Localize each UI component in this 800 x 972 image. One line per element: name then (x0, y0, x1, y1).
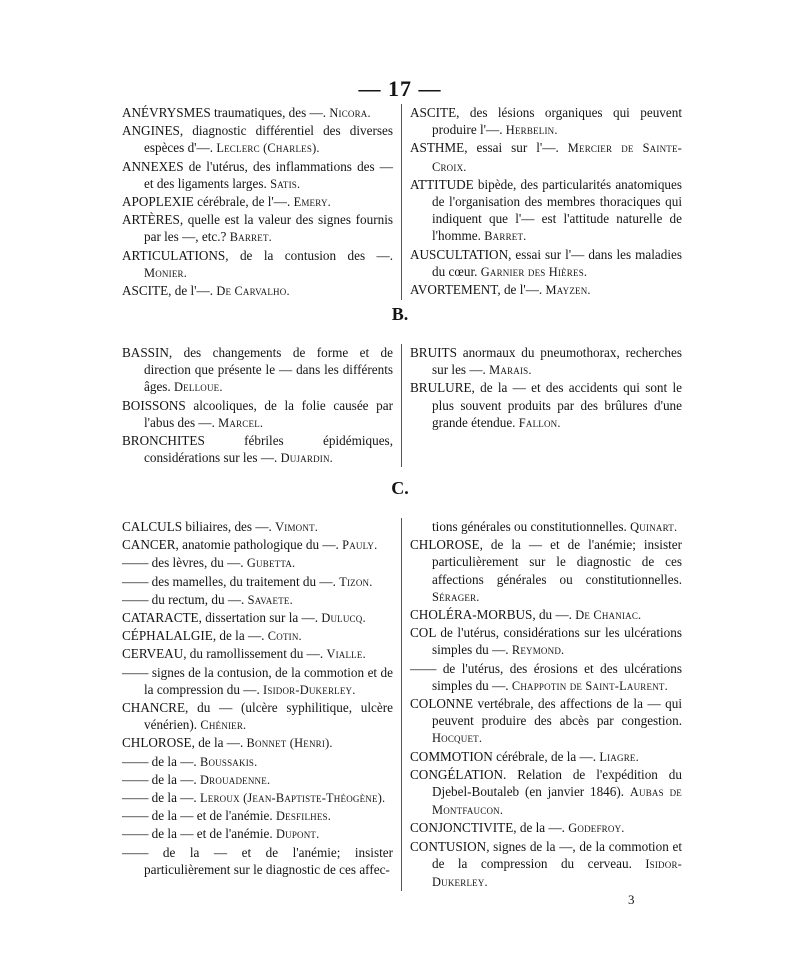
section-letter-b: B. (391, 304, 409, 324)
right-column (402, 518, 682, 891)
index-entry (122, 627, 393, 645)
entry-author: Aubas de Montfaucon. (432, 785, 683, 818)
entry-author: Chappotin de Saint-Laurent. (511, 678, 668, 693)
entry-author: Garnier des Hières. (480, 264, 588, 279)
index-entry (122, 807, 393, 825)
section-b (122, 344, 682, 467)
entry-author: Mercier de Sainte-Croix. (432, 141, 682, 174)
entry-author: Reymond. (511, 643, 565, 658)
index-entry (122, 193, 393, 211)
entry-text: —— des lèvres, du —. (122, 555, 244, 571)
index-entry (122, 609, 393, 627)
entry-author: Marais. (489, 363, 532, 378)
entry-text: ATTITUDE bipède, des particularités anatomiques de l'organisation des membres thoraciques qui indiquent que l'— est l'attitude naturelle de l'homme. (410, 176, 682, 244)
index-entry (410, 379, 682, 432)
index-entry (410, 281, 682, 299)
entry-author: Emery. (293, 195, 331, 210)
entry-text: —— de l'utérus, des érosions et des ulcérations simples du —. (410, 660, 682, 693)
index-entry (122, 753, 393, 771)
index-entry (122, 699, 393, 734)
entry-author: Nicora. (329, 106, 371, 120)
entry-author: Herbelin. (505, 123, 558, 138)
entry-author: Leroux (Jean-Baptiste-Théogène). (200, 791, 386, 806)
entry-text: tions générales ou constitutionnelles. (432, 519, 627, 534)
entry-text: AVORTEMENT, de l'—. (410, 282, 543, 298)
entry-text: CHLOROSE, de la — et de l'anémie; insister particulièrement sur le diagnostic de ces affections générales ou constitutionnelles. (410, 537, 682, 587)
index-entry (122, 825, 393, 843)
entry-text: BOISSONS alcooliques, de la folie causée par l'abus des —. (122, 397, 393, 430)
index-entry (410, 748, 682, 766)
entry-author: Gubetta. (246, 556, 296, 571)
entry-text: BRULURE, de la — et des accidents qui sont le plus souvent produits par des brûlures d'une grande étendue. (410, 380, 682, 430)
entry-author: Sérager. (432, 589, 480, 604)
entry-author: Drouadenne. (200, 772, 271, 787)
entry-author: Hocquet. (432, 731, 483, 746)
entry-text: CANCER, anatomie pathologique du —. (122, 537, 339, 553)
entry-text: —— de la —. (122, 790, 197, 806)
index-entry (410, 819, 682, 837)
entry-author: Chénier. (200, 718, 247, 733)
index-entry (410, 518, 682, 536)
index-entry (410, 246, 682, 281)
entry-author: Monier. (144, 265, 188, 280)
entry-text: AUSCULTATION, essai sur l'— dans les maladies du cœur. (410, 246, 682, 279)
section-letter-c: C. (391, 478, 409, 498)
entry-text: CALCULS biliaires, des —. (122, 519, 272, 534)
entry-text: CONGÉLATION. Relation de l'expédition du Djebel-Boutaleb (en janvier 1846). (410, 766, 682, 800)
section-c (122, 518, 682, 891)
index-entry (122, 844, 393, 878)
entry-text: COMMOTION cérébrale, de la —. (410, 748, 597, 764)
entry-text: CONJONCTIVITE, de la —. (410, 820, 565, 836)
index-entry (122, 645, 393, 663)
entry-text: COLONNE vertébrale, des affections de la — qui peuvent produire des abcès par congestion. (410, 696, 682, 729)
left-column (122, 344, 402, 467)
entry-author: Barret. (484, 229, 527, 244)
entry-author: Dupont. (275, 827, 320, 842)
index-entry (122, 789, 393, 807)
index-entry (122, 344, 393, 397)
entry-author: Satis. (270, 176, 301, 191)
index-entry (410, 344, 682, 379)
right-column (402, 104, 682, 300)
index-entry (410, 838, 682, 892)
index-entry (122, 104, 393, 122)
entry-author: Dujardin. (280, 451, 333, 466)
entry-text: ANGINES, diagnostic différentiel des diverses espèces d'—. (122, 123, 393, 156)
left-column (122, 518, 402, 891)
folio-number: 3 (628, 892, 635, 907)
index-entry (122, 734, 393, 752)
index-entry (122, 518, 393, 536)
section-a (122, 104, 682, 300)
index-entry (122, 282, 393, 300)
entry-author: De Chaniac. (575, 608, 642, 623)
entry-author: Desfilhes. (275, 809, 332, 824)
entry-author: Fallon. (518, 415, 561, 430)
entry-author: Boussakis. (200, 754, 258, 769)
entry-author: Quinart. (630, 520, 678, 534)
entry-text: CHOLÉRA-MORBUS, du —. (410, 607, 572, 623)
entry-text: CONTUSION, signes de la —, de la commotion et de la compression du cerveau. (410, 838, 682, 871)
index-entry (122, 122, 393, 157)
entry-author: Vimont. (275, 520, 319, 534)
entry-text: CHLOROSE, de la —. (122, 735, 244, 751)
entry-author: Tizon. (339, 574, 373, 589)
entry-text: BRONCHITES fébriles épidémiques, considérations sur les —. (122, 433, 393, 466)
entry-text: ANÉVRYSMES traumatiques, des —. (122, 105, 327, 120)
entry-text: ASCITE, des lésions organiques qui peuvent produire l'—. (410, 105, 682, 138)
entry-text: APOPLEXIE cérébrale, de l'—. (122, 194, 291, 210)
entry-text: —— de la — et de l'anémie. (122, 826, 273, 842)
entry-author: Godefroy. (568, 821, 625, 836)
entry-text: COL de l'utérus, considérations sur les ulcérations simples du —. (410, 625, 682, 658)
index-entry (122, 158, 393, 193)
index-entry (410, 695, 682, 748)
entry-author: Dulucq. (321, 611, 366, 626)
entry-text: —— du rectum, du —. (122, 591, 245, 607)
entry-text: —— de la — et de l'anémie; insister particulièrement sur le diagnostic de ces affec- (122, 844, 393, 877)
entry-text: CHANCRE, du — (ulcère syphilitique, ulcère vénérien). (122, 700, 393, 733)
entry-author: Marcel. (218, 415, 264, 430)
entry-author: Vialle. (326, 647, 366, 662)
index-entry (410, 624, 682, 659)
entry-text: —— des mamelles, du traitement du —. (122, 573, 336, 589)
entry-author: De Carvalho. (216, 284, 290, 299)
index-entry (122, 771, 393, 789)
entry-text: —— de la —. (122, 771, 197, 787)
entry-author: Mayzen. (545, 283, 591, 298)
entry-author: Pauly. (342, 538, 378, 553)
index-entry (122, 591, 393, 609)
index-entry (410, 536, 682, 606)
entry-text: CATARACTE, dissertation sur la —. (122, 610, 319, 626)
entry-author: Liagre. (599, 749, 639, 764)
index-entry (410, 766, 682, 820)
index-entry (410, 139, 682, 175)
index-entry (122, 247, 393, 282)
entry-author: Bonnet (Henri). (246, 736, 333, 751)
index-entry (122, 664, 393, 699)
index-entry (122, 573, 393, 591)
entry-author: Isidor-Dukerley. (432, 856, 682, 890)
entry-author: Barret. (229, 230, 272, 245)
index-entry (410, 606, 682, 624)
entry-author: Savaete. (247, 592, 293, 607)
entry-text: CÉPHALALGIE, de la —. (122, 628, 265, 644)
left-column (122, 104, 402, 300)
entry-text: ARTICULATIONS, de la contusion des —. (122, 247, 393, 263)
index-entry (410, 176, 682, 246)
entry-text: —— de la — et de l'anémie. (122, 808, 273, 824)
entry-text: CERVEAU, du ramollissement du —. (122, 646, 324, 662)
right-column (402, 344, 682, 467)
index-entry (122, 554, 393, 572)
index-entry (122, 432, 393, 467)
index-entry (122, 536, 393, 554)
entry-text: ARTÈRES, quelle est la valeur des signes fournis par les —, etc.? (122, 212, 393, 245)
entry-text: ANNEXES de l'utérus, des inflammations des — et des ligaments larges. (122, 158, 393, 191)
entry-text: ASCITE, de l'—. (122, 283, 214, 299)
index-entry (122, 397, 393, 432)
entry-text: ASTHME, essai sur l'—. (410, 140, 559, 156)
index-entry (410, 660, 682, 695)
entry-author: Delloue. (174, 380, 223, 395)
entry-author: Isidor-Dukerley. (263, 682, 356, 697)
entry-text: —— de la —. (122, 753, 197, 769)
entry-text: BASSIN, des changements de forme et de direction que présente le — dans les différents âges. (122, 345, 393, 395)
entry-text: —— signes de la contusion, de la commotion et de la compression du —. (122, 664, 393, 697)
index-entry (410, 104, 682, 139)
entry-text: BRUITS anormaux du pneumothorax, recherches sur les —. (410, 345, 682, 378)
index-entry (122, 211, 393, 246)
entry-author: Leclerc (Charles). (216, 141, 320, 156)
entry-author: Cotin. (267, 629, 302, 644)
page-number: — 17 — (358, 76, 442, 101)
